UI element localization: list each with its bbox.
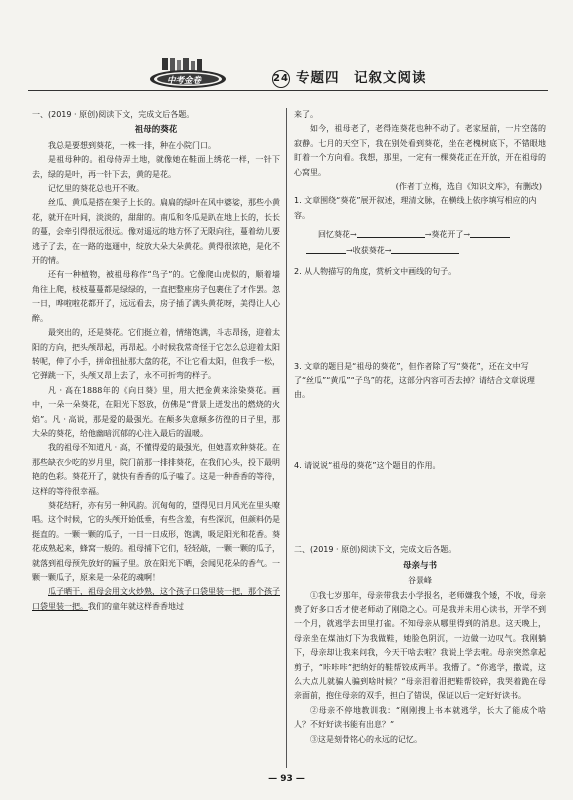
flow-mid: →葵花开了→	[424, 230, 471, 240]
answer-space-4[interactable]	[294, 473, 546, 537]
page-header	[28, 62, 548, 92]
answer-blank[interactable]	[470, 228, 510, 238]
answer-blank[interactable]	[306, 244, 346, 254]
flow-end: →收获葵花→	[346, 246, 392, 256]
paragraph: ②母亲不停地教训我：“刚刚搜上书本就逃学，长大了能成个啥人？不好好读书能有出息？”	[294, 705, 546, 730]
paragraph: 我的祖母不知道凡 · 高，不懂得爱的最强光，但她喜欢种葵花。在那些缺衣少吃的岁月里，院门前那一排排葵花，在我们心头，投下最明艳的色彩。葵花开了，就快有香香的瓜子嗑了。这是一种香香的等待，这样的等待很幸福。	[32, 443, 280, 496]
column-divider	[286, 108, 287, 768]
page-number: — 93 —	[268, 774, 305, 784]
paragraph: 我总是要想到葵花，一株一排，种在小院门口。	[48, 140, 216, 150]
logo-text: 中考金卷	[167, 76, 202, 86]
paragraph: 凡 · 高在1888年的《向日葵》里，用大把金黄来涂染葵花。画中，一朵一朵葵花，在阳光下怒放，仿佛是“背景上迸发出的燃烧的火焰”。凡 · 高说，那是爱的最强光。在颠多失意颠多彷徨的日子里，那大朵的葵花，给他幽暗沉郁的心注入最后的温暖。	[32, 385, 280, 438]
paragraph: 葵花结籽，亦有另一种风韵。沉甸甸的，望得见日月风光在里头嘹唱。这个时候，它的头颅开始低垂，有些含羞，有些深沉，但颜料仍是挺直的。一颗一颗的瓜子，一日一日成形，饱满，吸足阳光和花香。葵花成熟起来，蜂窝一般的。祖母捕下它们，轻轻敲，一颗一颗的瓜子，就落到祖母预先放好的匾子里。放在阳光下晒，会闻见花朵的香气。一颗一颗瓜子，原来是一朵花的魂啊！	[32, 500, 280, 582]
logo	[148, 58, 230, 90]
header-rule	[28, 90, 548, 91]
topic-number-badge: 24	[272, 70, 290, 88]
paragraph: 如今，祖母老了，老得连葵花也种不动了。老家屋前，一片空荡的寂静。七月的天空下，我在别处看到葵花，坐在老槐树底下，不错眼地盯着一个方向看。我想，那里，一定有一棵葵花正在开放，开在祖母的心窝里。	[294, 124, 546, 177]
paragraph-tail: 我们的童年就这样香香地过	[88, 601, 184, 611]
answer-blank[interactable]	[357, 228, 425, 238]
answer-space-2[interactable]	[294, 280, 546, 360]
left-column	[32, 108, 280, 614]
paragraph: 记忆里的葵花总也开不败。	[48, 184, 144, 194]
topic-label: 专题四 记叙文阅读	[296, 70, 427, 86]
question-2: 2. 从人物描写的角度，赏析文中画线的句子。	[294, 267, 457, 277]
article-author-2: 谷景峰	[408, 576, 432, 586]
answer-blank[interactable]	[391, 244, 459, 254]
section-2	[294, 543, 546, 747]
source-note: (作者丁立梅，选自《知识文库》，有删改)	[395, 182, 542, 192]
paragraph-continued: 来了。	[294, 110, 318, 119]
paragraph-last	[32, 585, 280, 614]
q1-flow-blanks	[318, 227, 546, 259]
flow-start: 回忆葵花→	[318, 230, 357, 240]
right-column	[294, 108, 546, 747]
question-heading-1: 一、(2019 · 原创)阅读下文，完成文后各题。	[32, 110, 195, 119]
paragraph: ③这是刻骨铭心的永远的记忆。	[310, 734, 422, 744]
paragraph: 是祖母种的。祖母侍弄土地，就像她在鞋面上绣花一样，一针下去，绿的是叶，再一针下去，黄的是花。	[32, 155, 280, 179]
article-title-2: 母亲与书	[402, 560, 437, 571]
question-3: 3. 文章的题目是“祖母的葵花”，但作者除了写“葵花”，还在文中写了“丝瓜”“黄瓜”“子鸟”的花，这部分内容可否去掉？请结合文章说理由。	[294, 361, 535, 400]
paragraph: 还有一种植物，被祖母称作“鸟子”的。它像爬山虎似的，顺着墙角往上爬，枝枝蔓蔓都是绿绿的，一直把整座房子包裹住了才作罢。忽一日，哗啦啦花都开了，远远看去，房子插了满头黄花呀，美得让人心醉。	[32, 270, 280, 323]
question-4: 4. 请说说“祖母的葵花”这个题目的作用。	[294, 460, 441, 470]
underlined-sentence: 瓜子晒干，祖母会用文火炒熟，这个孩子口袋里装一把，那个孩子口袋里装一把。	[32, 587, 280, 611]
paragraph: 最突出的，还是葵花。它们挺立着，情绪饱满，斗志昂扬，迎着太阳的方向，把头颅昂起，再昂起。小时候我常奇怪于它怎么总迎着太阳转呢，伸了小手，拼命扭扯那大盘的花，不让它看太阳，但我手一松，它弹跳一下，头颅又昂上去了，永不可折弯的样子。	[32, 328, 280, 381]
paragraph: 丝瓜、黄瓜是搭在架子上长的。扁扁的绿叶在风中婆娑，那些小黄花，就开在叶间，淡淡的，甜甜的。南瓜和冬瓜是趴在地上长的，长长的蔓，会牵引得很远很远。像对遥远的地方怀了无限向往，蔓着幼儿要逃子了去，在一路的迤逦中，绽放大朵大朵黄花。黄得很浓艳，是化不开的情。	[32, 198, 280, 266]
answer-space-3[interactable]	[294, 403, 546, 459]
topic-title	[272, 66, 427, 88]
question-1: 1. 文章围绕“葵花”展开叙述，理清文脉，在横线上依序填写相应的内容。	[294, 196, 537, 220]
article-title-1: 祖母的葵花	[134, 125, 178, 136]
question-heading-2: 二、(2019 · 原创)阅读下文，完成文后各题。	[294, 545, 457, 555]
paragraph: ①我七岁那年，母亲带我去小学报名，老师嫌我个矮，不收，母亲费了好多口舌才使老师动了刚隐之心。可是我并未用心读书，开学不到一个月，就逃学去田里打雀。不知母亲从哪里得到的消息。这天晚上，母亲坐在煤油灯下为我做鞋，她脸色阴沉，一边做一边叹气。我刚躺下，母亲却让我来问我，今天干啥去啦？我说上学去啦。母亲突然拿起剪子，“咔咔咔”把纳好的鞋帮铰成两半。我懵了。“你逃学，撒谎，这么大点儿就骗人骗到啥时候？”母亲泪着泪把鞋帮铰碎，我哭着跪在母亲面前，抱住母亲的双手，担白了错误，保证以后一定好好读书。	[294, 590, 546, 701]
